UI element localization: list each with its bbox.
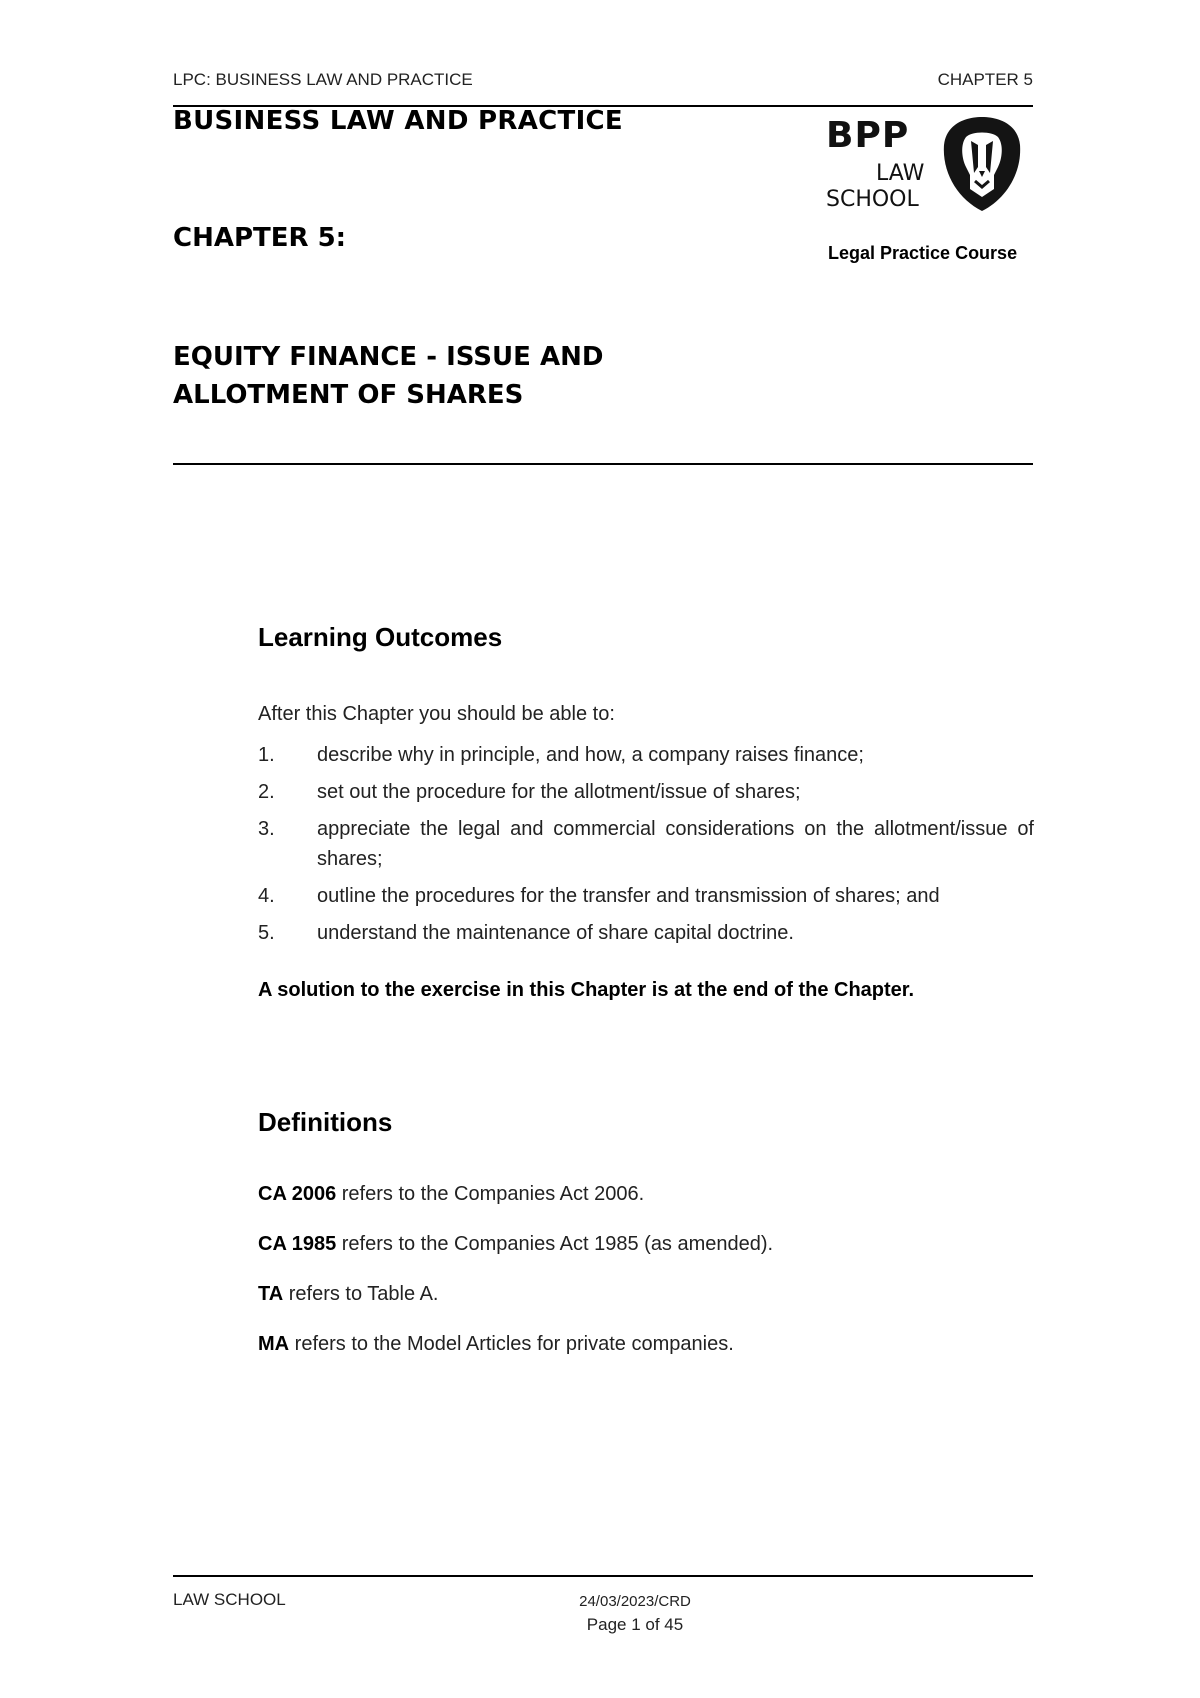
footer-divider (173, 1575, 1033, 1577)
learning-outcomes-list (258, 740, 1034, 955)
outcome-item (258, 918, 1034, 948)
definition-text: refers to the Companies Act 1985 (as amended). (336, 1233, 774, 1255)
running-header (173, 70, 1033, 92)
definition-term: MA (258, 1333, 290, 1355)
footer-left-text: LAW SCHOOL (173, 1590, 286, 1609)
title-divider (173, 463, 1033, 465)
outcome-text: appreciate the legal and commercial considerations on the allotment/issue of shares; (317, 818, 1034, 870)
logo-bpp-text: BPP (826, 115, 910, 156)
definition-item (258, 1183, 773, 1233)
logo-school-text: SCHOOL (826, 187, 919, 212)
outcome-text: outline the procedures for the transfer and transmission of shares; and (317, 885, 940, 907)
outcome-number: 1. (258, 744, 275, 766)
definitions-heading: Definitions (258, 1107, 393, 1137)
outcome-item (258, 740, 1034, 770)
page-number: Page 1 of 45 (586, 1615, 684, 1634)
definition-item (258, 1283, 773, 1333)
outcome-item (258, 814, 1034, 874)
footer-center (540, 1592, 730, 1638)
outcome-number: 3. (258, 818, 275, 840)
definition-text: refers to the Model Articles for private companies. (289, 1333, 734, 1355)
outcome-text: describe why in principle, and how, a company raises finance; (317, 744, 864, 766)
definition-text: refers to Table A. (283, 1283, 439, 1305)
learning-outcomes-intro: After this Chapter you should be able to: (258, 703, 615, 725)
solution-note: A solution to the exercise in this Chapter is at the end of the Chapter. (258, 979, 915, 1001)
outcome-item (258, 881, 1034, 911)
definition-term: TA (258, 1283, 284, 1305)
outcome-number: 2. (258, 781, 275, 803)
definition-text: refers to the Companies Act 2006. (336, 1183, 645, 1205)
chapter-title (173, 338, 733, 414)
definition-item (258, 1333, 773, 1383)
chapter-title-line-2: ALLOTMENT OF SHARES (173, 380, 524, 410)
outcome-text: understand the maintenance of share capital doctrine. (317, 922, 794, 944)
course-label: Legal Practice Course (828, 243, 1018, 263)
outcome-number: 5. (258, 922, 275, 944)
logo-law-text: LAW (876, 161, 925, 186)
definition-item (258, 1233, 773, 1283)
learning-outcomes-heading: Learning Outcomes (258, 622, 503, 652)
lion-shield-icon (942, 115, 1022, 213)
definition-term: CA 1985 (258, 1233, 337, 1255)
definition-term: CA 2006 (258, 1183, 337, 1205)
header-left-text: LPC: BUSINESS LAW AND PRACTICE (173, 70, 473, 89)
bpp-law-school-logo (820, 115, 1030, 215)
header-right-text: CHAPTER 5 (937, 70, 1033, 89)
chapter-title-line-1: EQUITY FINANCE - ISSUE AND (173, 342, 604, 372)
definitions-list (258, 1183, 773, 1383)
footer-date-ref: 24/03/2023/CRD (579, 1593, 691, 1610)
outcome-text: set out the procedure for the allotment/issue of shares; (317, 781, 801, 803)
chapter-label: CHAPTER 5: (173, 223, 347, 253)
outcome-item (258, 777, 1034, 807)
outcome-number: 4. (258, 885, 275, 907)
course-title: BUSINESS LAW AND PRACTICE (173, 106, 623, 136)
